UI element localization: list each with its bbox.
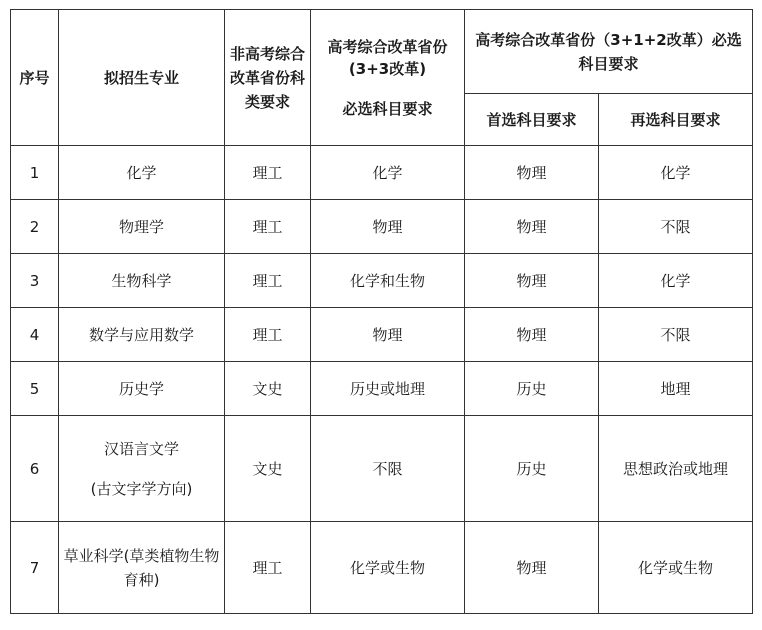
cell-reform-33: 化学和生物 <box>311 254 465 308</box>
cell-non-reform: 文史 <box>225 416 311 522</box>
cell-first-choice: 历史 <box>465 362 599 416</box>
table-row <box>11 362 753 416</box>
cell-reform-33: 物理 <box>311 308 465 362</box>
cell-second-choice: 化学 <box>599 254 753 308</box>
cell-major <box>59 416 225 522</box>
cell-index: 6 <box>11 416 59 522</box>
header-second-choice: 再选科目要求 <box>599 94 753 146</box>
cell-non-reform: 理工 <box>225 146 311 200</box>
header-reform-312: 高考综合改革省份（3+1+2改革）必选科目要求 <box>465 10 753 94</box>
cell-index: 4 <box>11 308 59 362</box>
cell-major: 草业科学(草类植物生物育种) <box>59 522 225 614</box>
cell-second-choice: 不限 <box>599 200 753 254</box>
cell-major: 物理学 <box>59 200 225 254</box>
cell-index: 3 <box>11 254 59 308</box>
cell-major: 化学 <box>59 146 225 200</box>
cell-first-choice: 历史 <box>465 416 599 522</box>
table-row <box>11 522 753 614</box>
cell-reform-33: 化学或生物 <box>311 522 465 614</box>
cell-reform-33: 化学 <box>311 146 465 200</box>
cell-second-choice: 思想政治或地理 <box>599 416 753 522</box>
admission-requirements-table <box>10 9 753 614</box>
header-row-top <box>11 10 753 94</box>
table-row <box>11 254 753 308</box>
header-non-reform: 非高考综合改革省份科类要求 <box>225 10 311 146</box>
cell-first-choice: 物理 <box>465 254 599 308</box>
table-row <box>11 416 753 522</box>
cell-index: 2 <box>11 200 59 254</box>
cell-non-reform: 理工 <box>225 308 311 362</box>
header-reform-33-line1: 高考综合改革省份 <box>327 37 448 56</box>
header-reform-33-sub: 必选科目要求 <box>342 99 433 118</box>
cell-major: 历史学 <box>59 362 225 416</box>
cell-non-reform: 理工 <box>225 254 311 308</box>
cell-second-choice: 不限 <box>599 308 753 362</box>
header-major: 拟招生专业 <box>59 10 225 146</box>
cell-index: 7 <box>11 522 59 614</box>
cell-first-choice: 物理 <box>465 146 599 200</box>
cell-major: 数学与应用数学 <box>59 308 225 362</box>
cell-first-choice: 物理 <box>465 522 599 614</box>
table-row <box>11 200 753 254</box>
cell-second-choice: 化学 <box>599 146 753 200</box>
cell-reform-33: 历史或地理 <box>311 362 465 416</box>
cell-major-line2: (古文字学方向) <box>90 479 193 498</box>
cell-second-choice: 地理 <box>599 362 753 416</box>
cell-second-choice: 化学或生物 <box>599 522 753 614</box>
table-row <box>11 308 753 362</box>
cell-reform-33: 不限 <box>311 416 465 522</box>
cell-reform-33: 物理 <box>311 200 465 254</box>
cell-first-choice: 物理 <box>465 200 599 254</box>
cell-major: 生物科学 <box>59 254 225 308</box>
header-first-choice: 首选科目要求 <box>465 94 599 146</box>
table-row <box>11 146 753 200</box>
header-reform-33-line2: (3+3改革) <box>348 59 427 78</box>
cell-index: 1 <box>11 146 59 200</box>
cell-non-reform: 理工 <box>225 200 311 254</box>
cell-non-reform: 文史 <box>225 362 311 416</box>
header-reform-33 <box>311 10 465 146</box>
cell-non-reform: 理工 <box>225 522 311 614</box>
cell-index: 5 <box>11 362 59 416</box>
cell-first-choice: 物理 <box>465 308 599 362</box>
cell-major-line1: 汉语言文学 <box>103 439 179 458</box>
admission-table-container <box>10 9 752 614</box>
header-index: 序号 <box>11 10 59 146</box>
